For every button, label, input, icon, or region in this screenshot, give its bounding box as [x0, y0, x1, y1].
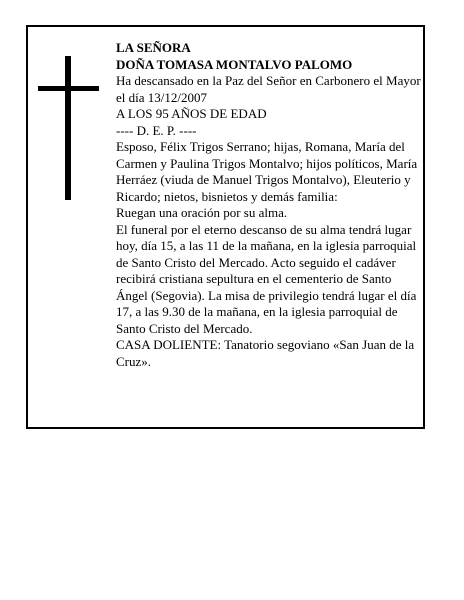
funeral-details: El funeral por el eterno descanso de su alma tendrá lugar hoy, día 15, a las 11 de la mañana, en la iglesia parroquial de Santo Cristo del Mercado. Acto seguido el cadáver recibirá cristiana sepultura en el cementerio de Santo Ángel (Segovia). La misa de privilegio tendrá lugar el día 17, a las 9.30 de la mañana, en la iglesia parroquial de Santo Cristo del Mercado. — [116, 221, 417, 336]
mourning-house: CASA DOLIENTE: Tanatorio segoviano «San Juan de la Cruz». — [116, 337, 415, 369]
age-line: A LOS 95 AÑOS DE EDAD — [116, 106, 267, 121]
death-statement: Ha descansado en la Paz del Señor en Carbonero el Mayor el día 13/12/2007 — [116, 73, 421, 105]
family-list: Esposo, Félix Trigos Serrano; hijas, Romana, María del Carmen y Paulina Trigos Montalvo; hijos políticos, María Herráez (viuda de Manuel Trigos Montalvo), Eleuterio y Ricardo; nietos, bisnietos y demás familia: — [116, 139, 418, 204]
deceased-name: DOÑA TOMASA MONTALVO PALOMO — [116, 56, 353, 72]
cross-horizontal-bar — [38, 86, 99, 91]
cross-vertical-bar — [65, 56, 71, 200]
rip-line: ---- D. E. P. ---- — [116, 122, 197, 138]
obituary-notice — [26, 25, 425, 429]
heading-title: LA SEÑORA — [116, 40, 191, 55]
cross-icon — [38, 56, 99, 200]
notice-text-block — [116, 40, 421, 370]
prayer-request: Ruegan una oración por su alma. — [116, 205, 288, 220]
